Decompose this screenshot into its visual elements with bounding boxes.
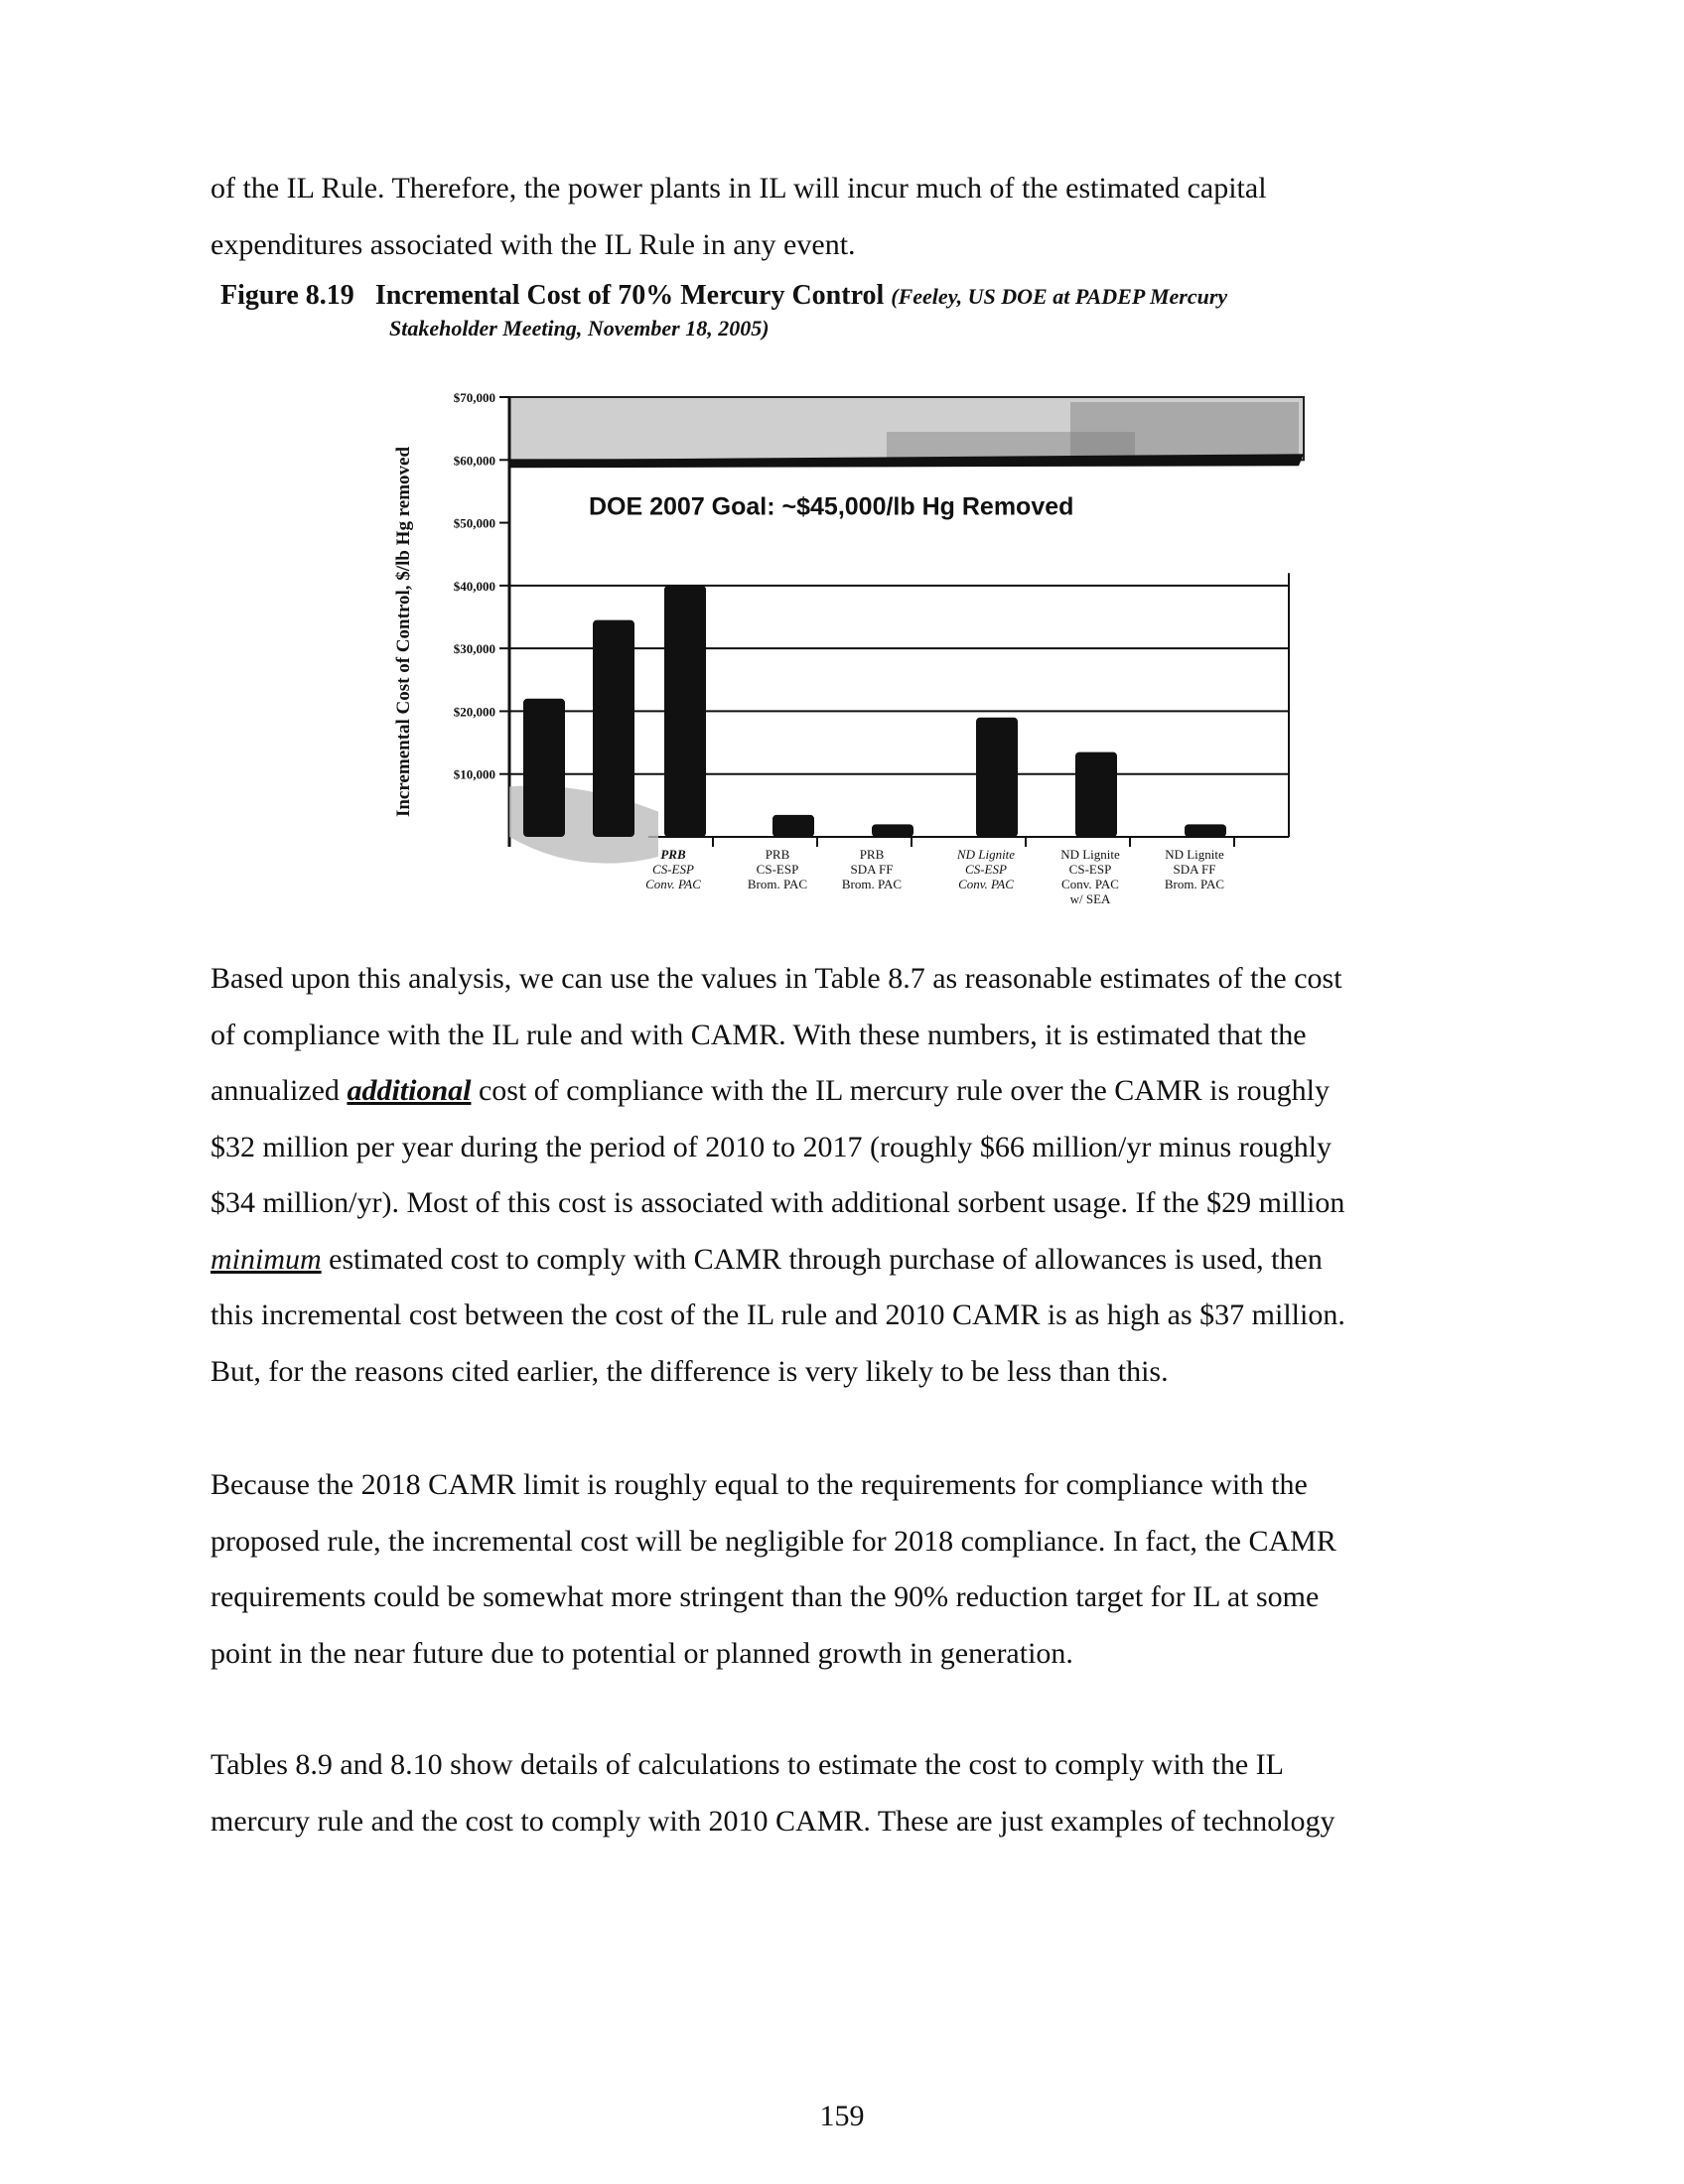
y-tick-label: $20,000 xyxy=(453,704,495,720)
bar-6 xyxy=(976,718,1018,837)
analysis-line-7: this incremental cost between the cost of the IL rule and 2010 CAMR is as high as $37 million. xyxy=(210,1298,1345,1331)
tables-paragraph xyxy=(210,1737,1491,1849)
x-category-label: Conv. PAC xyxy=(1061,877,1119,891)
y-tick-label: $10,000 xyxy=(453,766,495,782)
analysis-line-8: But, for the reasons cited earlier, the difference is very likely to be less than this. xyxy=(210,1354,1169,1388)
camr-line-4: point in the near future due to potential or planned growth in generation. xyxy=(210,1636,1073,1670)
emphasis-additional: additional xyxy=(347,1074,472,1107)
y-tick-label: $40,000 xyxy=(453,578,495,594)
x-category-label: ND Lignite xyxy=(1060,847,1120,862)
x-category-label: Conv. PAC xyxy=(958,877,1014,891)
x-category-label: PRB xyxy=(660,847,686,862)
camr-line-3: requirements could be somewhat more stringent than the 90% reduction target for IL at some xyxy=(210,1580,1320,1613)
x-category-label: w/ SEA xyxy=(1069,891,1111,906)
analysis-paragraph xyxy=(210,951,1491,1400)
camr-line-1: Because the 2018 CAMR limit is roughly equal to the requirements for compliance with the xyxy=(210,1468,1308,1501)
chart-svg xyxy=(385,382,1319,938)
x-category-label: Brom. PAC xyxy=(841,877,903,891)
camr-line-2: proposed rule, the incremental cost will be negligible for 2018 compliance. In fact, the CAMR xyxy=(210,1524,1336,1558)
figure-title: Incremental Cost of 70% Mercury Control xyxy=(374,280,885,311)
tables-line-1: Tables 8.9 and 8.10 show details of calculations to estimate the cost to comply with the IL xyxy=(210,1748,1284,1781)
figure-label: Figure 8.19 xyxy=(220,280,354,311)
y-tick-label: $70,000 xyxy=(453,390,495,405)
x-category-label: CS-ESP xyxy=(1068,862,1112,877)
figure-source-part2: Stakeholder Meeting, November 18, 2005) xyxy=(389,316,770,341)
camr-2018-paragraph xyxy=(210,1457,1491,1682)
goal-annotation: DOE 2007 Goal: ~$45,000/lb Hg Removed xyxy=(589,492,1074,521)
cost-bar-chart xyxy=(385,382,1319,938)
x-category-label: PRB xyxy=(859,847,885,862)
analysis-line-4: $32 million per year during the period of 2010 to 2017 (roughly $66 million/yr minus roughly xyxy=(210,1130,1333,1163)
page-number: 159 xyxy=(819,2100,865,2132)
analysis-line-3: annualized additional cost of compliance with the IL mercury rule over the CAMR is roughly xyxy=(210,1074,1330,1107)
x-category-label: SDA FF xyxy=(850,862,894,877)
x-category-label: ND Lignite xyxy=(956,847,1016,862)
x-category-label: Brom. PAC xyxy=(747,877,808,891)
intro-line-1: of the IL Rule. Therefore, the power plants in IL will incur much of the estimated capital xyxy=(210,172,1267,205)
bar-5 xyxy=(872,824,913,837)
bar-3 xyxy=(664,586,706,837)
analysis-line-1: Based upon this analysis, we can use the values in Table 8.7 as reasonable estimates of the cost xyxy=(210,962,1342,995)
figure-caption xyxy=(220,280,1511,344)
analysis-line-5: $34 million/yr). Most of this cost is associated with additional sorbent usage. If the $29 million xyxy=(210,1186,1345,1219)
y-tick-label: $30,000 xyxy=(453,641,495,657)
x-category-label: Conv. PAC xyxy=(645,877,701,891)
y-tick-label: $60,000 xyxy=(453,453,495,469)
x-category-label: CS-ESP xyxy=(756,862,799,877)
intro-paragraph xyxy=(210,161,1491,273)
bar-7 xyxy=(1075,752,1117,837)
y-axis-title: Incremental Cost of Control, $/lb Hg removed xyxy=(393,446,414,818)
bar-8 xyxy=(1185,824,1226,837)
tables-line-2: mercury rule and the cost to comply with 2010 CAMR. These are just examples of technology xyxy=(210,1804,1335,1838)
emphasis-minimum: minimum xyxy=(210,1242,322,1276)
bar-4 xyxy=(772,815,814,837)
figure-source-part1: (Feeley, US DOE at PADEP Mercury xyxy=(891,284,1228,309)
x-category-label: ND Lignite xyxy=(1165,847,1224,862)
x-category-label: CS-ESP xyxy=(965,862,1007,877)
intro-line-2: expenditures associated with the IL Rule in any event. xyxy=(210,227,856,261)
bar-1 xyxy=(523,699,565,837)
x-category-label: SDA FF xyxy=(1173,862,1216,877)
x-category-label: Brom. PAC xyxy=(1164,877,1225,891)
goal-band-shade xyxy=(1070,402,1299,460)
x-category-label: CS-ESP xyxy=(652,862,694,877)
x-category-label: PRB xyxy=(765,847,790,862)
bar-2 xyxy=(593,620,634,837)
analysis-line-2: of compliance with the IL rule and with CAMR. With these numbers, it is estimated that the xyxy=(210,1018,1307,1051)
y-tick-label: $50,000 xyxy=(453,515,495,531)
analysis-line-6: minimum estimated cost to comply with CAMR through purchase of allowances is used, then xyxy=(210,1242,1323,1276)
